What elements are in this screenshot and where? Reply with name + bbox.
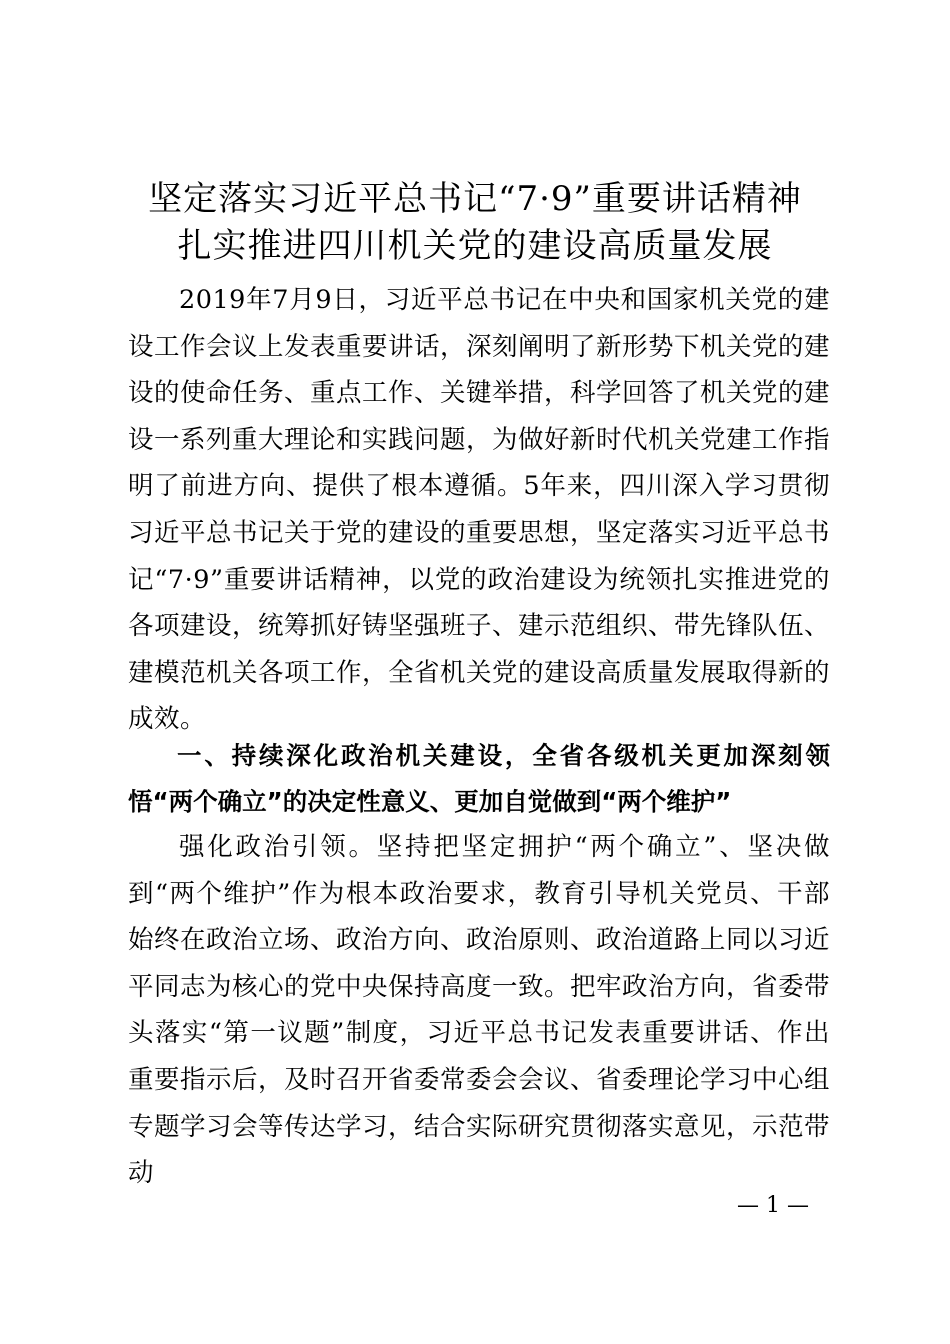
document-title-line-2: 扎实推进四川机关党的建设高质量发展	[177, 226, 773, 266]
section-heading-block	[128, 733, 830, 825]
page-number: — 1 —	[737, 1193, 809, 1218]
intro-paragraph: 2019年7月9日，习近平总书记在中央和国家机关党的建设工作会议上发表重要讲话，深刻阐明了新形势下机关党的建设的使命任务、重点工作、关键举措，科学回答了机关党的建设一系列重大理论和实践问题，为做好新时代机关党建工作指明了前进方向、提供了根本遵循。5年来，四川深入学习贯彻习近平总书记关于党的建设的重要思想，坚定落实习近平总书记“7·9”重要讲话精神，以党的政治建设为统领扎实推进党的各项建设，统筹抓好铸坚强班子、建示范组织、带先锋队伍、建模范机关各项工作，全省机关党的建设高质量发展取得新的成效。	[128, 285, 831, 735]
section-paragraph: 强化政治引领。坚持把坚定拥护“两个确立”、坚决做到“两个维护”作为根本政治要求，教育引导机关党员、干部始终在政治立场、政治方向、政治原则、政治道路上同以习近平同志为核心的党中央保持高度一致。把牢政治方向，省委带头落实“第一议题”制度，习近平总书记发表重要讲话、作出重要指示后，及时召开省委常委会会议、省委理论学习中心组专题学习会等传达学习，结合实际研究贯彻落实意见，示范带动	[128, 832, 831, 1189]
intro-paragraph-block	[128, 277, 830, 743]
section-heading: 一、持续深化政治机关建设，全省各级机关更加深刻领悟“两个确立”的决定性意义、更加自觉做到“两个维护”	[128, 741, 830, 816]
section-paragraph-block	[128, 824, 830, 1197]
document-title-line-1: 坚定落实习近平总书记“7·9”重要讲话精神	[148, 179, 802, 219]
